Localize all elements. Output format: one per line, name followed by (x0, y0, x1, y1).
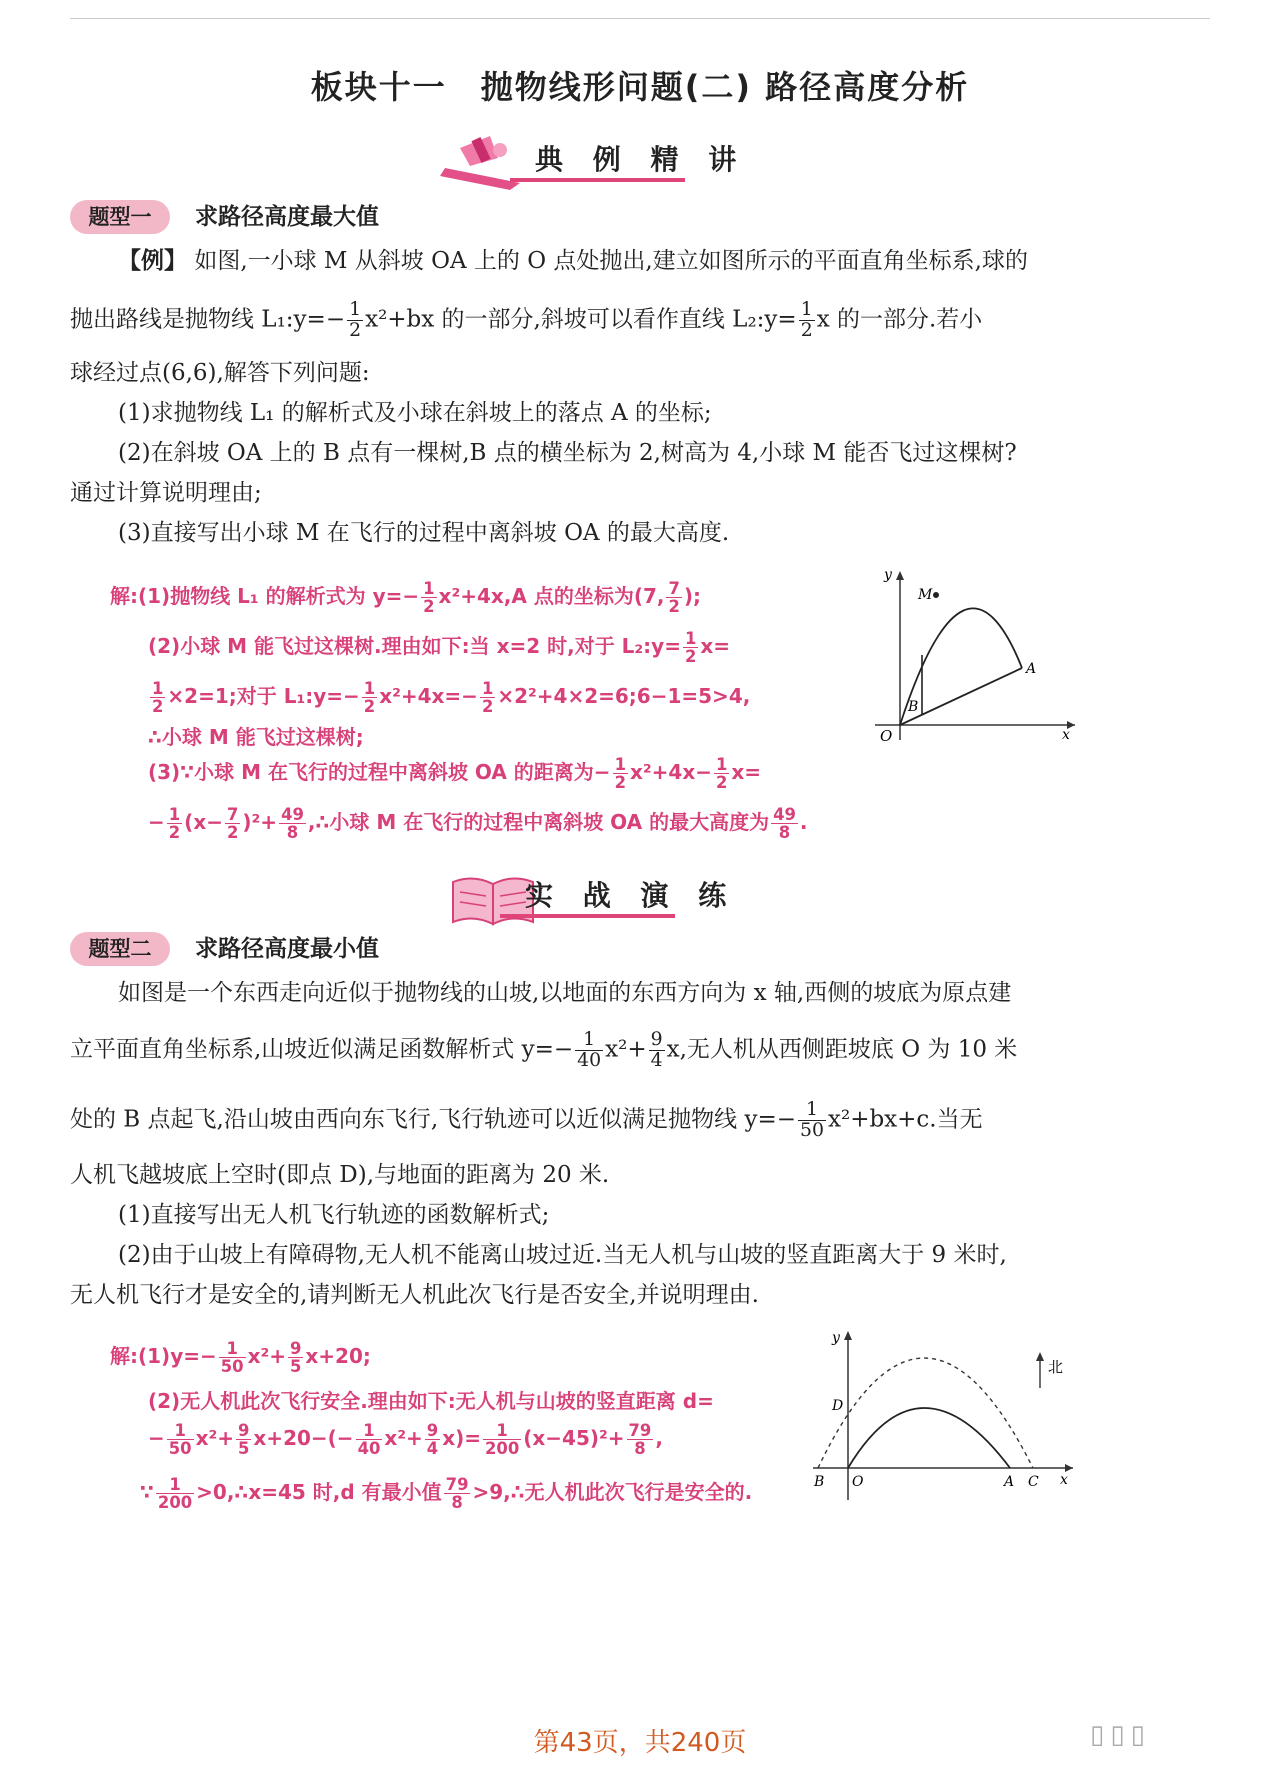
solution1-line-4: ∴小球 M 能飞过这棵树; (148, 725, 364, 749)
example-line-2: 抛出路线是抛物线 L₁:y=− $\frac{1}{2}$ x²+bx 的一部分,斜坡可以看作直线 L₂:y= $\frac{1}{2}$ x 的一部分.若小 (70, 298, 983, 341)
section-underline (500, 914, 675, 918)
example-line-1: 【例】 如图,一小球 M 从斜坡 OA 上的 O 点处抛出,建立如图所示的平面直角坐标系,球的 (118, 247, 1028, 274)
problem2-line-2: 立平面直角坐标系,山坡近似满足函数解析式 y=− $\frac{1}{40}$ x²+ $\frac{9}{4}$ x,无人机从西侧距坡底 O 为 10 米 (70, 1028, 1018, 1071)
section-label: 实 战 演 练 (525, 879, 737, 912)
svg-text:O: O (880, 727, 893, 745)
problem2-line-4: 人机飞越坡底上空时(即点 D),与地面的距离为 20 米. (70, 1162, 610, 1188)
svg-text:y: y (884, 567, 892, 583)
problem2-line-3: 处的 B 点起飞,沿山坡由西向东飞行,飞行轨迹可以近似满足抛物线 y=− $\frac{1}{50}$ x²+bx+c.当无 (70, 1098, 983, 1141)
svg-text:y: y (832, 1330, 840, 1346)
fraction: $\frac{1}{2}$ (349, 298, 362, 341)
viewer-controls[interactable] (1090, 1720, 1151, 1750)
svg-text:x: x (1060, 1472, 1068, 1488)
example-question-3: (3)直接写出小球 M 在飞行的过程中离斜坡 OA 的最大高度. (118, 520, 730, 546)
solution2-line-4: ∵ $\frac{1}{200}$ >0,∴x=45 时,d 有最小值 $\frac{79}{8}$ >9,∴无人机此次飞行是安全的. (140, 1475, 753, 1513)
type-badge: 题型一 (70, 200, 170, 234)
section-label: 典 例 精 讲 (535, 143, 747, 176)
section-header-practice (0, 858, 1280, 938)
problem2-question-2-cont: 无人机飞行才是安全的,请判断无人机此次飞行是否安全,并说明理由. (70, 1282, 759, 1308)
svg-text:北: 北 (1048, 1358, 1064, 1376)
solution1-line-5: (3)∵小球 M 在飞行的过程中离斜坡 OA 的距离为− $\frac{1}{2}$ x²+4x− $\frac{1}{2}$ x= (148, 755, 762, 793)
solution2-line-2: (2)无人机此次飞行安全.理由如下:无人机与山坡的竖直距离 d= (148, 1389, 714, 1413)
example-question-1: (1)求抛物线 L₁ 的解析式及小球在斜坡上的落点 A 的坐标; (118, 400, 712, 426)
section-header-examples (0, 128, 1280, 208)
solution2-line-1: 解:(1)y=− $\frac{1}{50}$ x²+ $\frac{9}{5}$ x+20; (110, 1339, 371, 1377)
example-line-3: 球经过点(6,6),解答下列问题: (70, 360, 370, 386)
fit-width-icon[interactable]: ▯ (1090, 1720, 1111, 1750)
page-counter: 第43页，共240页 (533, 1728, 747, 1758)
two-page-icon[interactable]: ▯▯ (1110, 1720, 1151, 1750)
svg-text:D: D (832, 1398, 844, 1414)
figure-hill-drone (808, 1328, 1078, 1508)
solution2-line-3: − $\frac{1}{50}$ x²+ $\frac{9}{5}$ x+20−(− $\frac{1}{40}$ x²+ $\frac{9}{4}$ x)= $\frac{1}{200}$ (x−45)²+ $\frac{79}{8}$ , (148, 1421, 663, 1459)
svg-text:C: C (1028, 1474, 1039, 1490)
section-underline (510, 178, 685, 182)
solution1-line-3: $\frac{1}{2}$ ×2=1;对于 L₁:y=− $\frac{1}{2}$ x²+4x=− $\frac{1}{2}$ ×2²+4×2=6;6−1=5>4, (152, 679, 751, 717)
page-title: 板块十一 抛物线形问题(二) 路径高度分析 (310, 68, 970, 106)
svg-text:B: B (908, 699, 919, 715)
svg-text:A: A (1004, 1474, 1015, 1490)
type-heading: 求路径高度最大值 (195, 204, 379, 230)
hill-profile (848, 1408, 1010, 1468)
example-question-2-cont: 通过计算说明理由; (70, 480, 262, 506)
solution1-line-1: 解:(1)抛物线 L₁ 的解析式为 y=− $\frac{1}{2}$ x²+4x,A 点的坐标为(7, $\frac{7}{2}$ ); (110, 579, 702, 617)
top-rule (70, 18, 1210, 19)
example-tag: 【例】 (118, 247, 187, 274)
svg-text:B: B (814, 1474, 825, 1490)
drone-trajectory (818, 1358, 1033, 1468)
problem2-question-1: (1)直接写出无人机飞行轨迹的函数解析式; (118, 1202, 550, 1228)
svg-text:O: O (852, 1474, 864, 1490)
problem2-question-2: (2)由于山坡上有障碍物,无人机不能离山坡过近.当无人机与山坡的竖直距离大于 9 米时, (118, 1242, 1007, 1268)
parabola-L1 (900, 608, 1022, 725)
svg-text:M: M (918, 587, 933, 603)
microscope-icon (440, 128, 530, 198)
figure-slope-parabola (870, 565, 1080, 745)
problem2-line-1: 如图是一个东西走向近似于抛物线的山坡,以地面的东西方向为 x 轴,西侧的坡底为原点建 (118, 980, 1012, 1006)
type-badge: 题型二 (70, 932, 170, 966)
solution1-line-2: (2)小球 M 能飞过这棵树.理由如下:当 x=2 时,对于 L₂:y= $\frac{1}{2}$ x= (148, 629, 731, 667)
point-M (933, 592, 939, 598)
solution1-line-6: − $\frac{1}{2}$ (x− $\frac{7}{2}$ )²+ $\frac{49}{8}$ ,∴小球 M 在飞行的过程中离斜坡 OA 的最大高度为 $\frac{49}{8}$ . (148, 805, 808, 843)
svg-text:A: A (1026, 661, 1037, 677)
type-heading: 求路径高度最小值 (195, 936, 379, 962)
example-question-2: (2)在斜坡 OA 上的 B 点有一棵树,B 点的横坐标为 2,树高为 4,小球 M 能否飞过这棵树? (118, 440, 1017, 466)
fraction: $\frac{1}{2}$ (800, 298, 813, 341)
svg-text:x: x (1062, 727, 1070, 743)
